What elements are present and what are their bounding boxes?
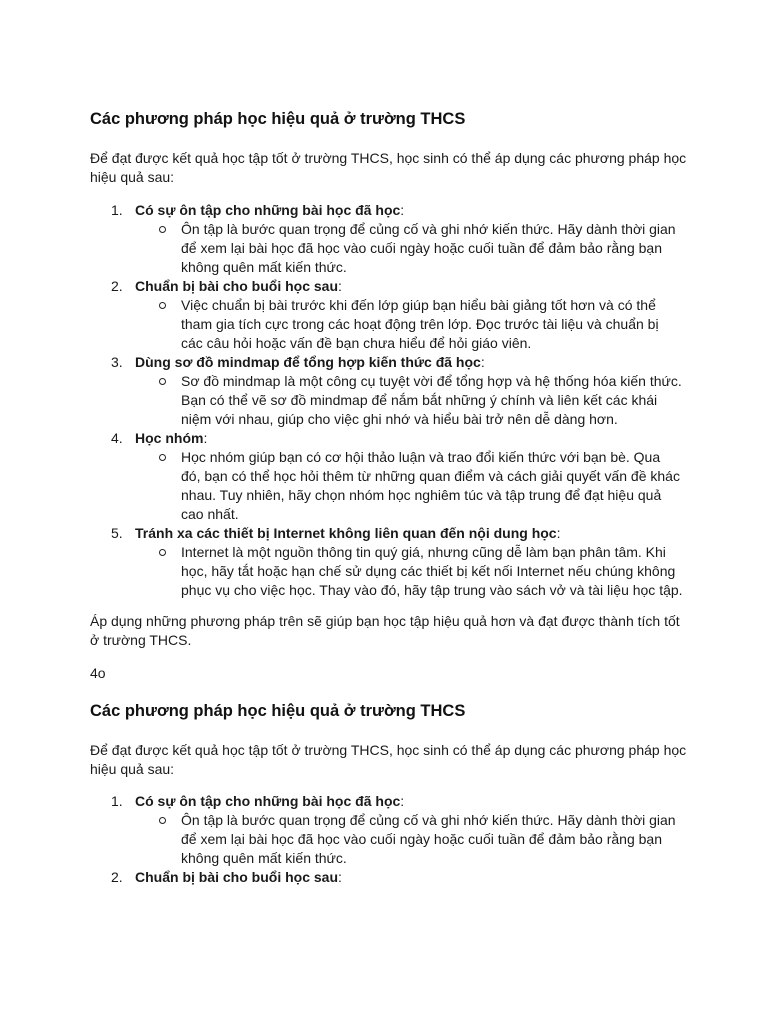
section-heading: Các phương pháp học hiệu quả ở trường THCS (90, 110, 466, 128)
item-number: 1. (111, 793, 123, 809)
circle-bullet-icon (159, 226, 166, 233)
item-description: Học nhóm giúp bạn có cơ hội thảo luận và trao đổi kiến thức với bạn bè. Qua đó, bạn có thể học hỏi thêm từ những quan điểm và cách giải quyết vấn đề khác nhau. Tuy nhiên, hãy chọn nhóm học nghiêm túc và tập trung để đạt hiệu quả cao nhất. (181, 449, 680, 522)
item-title: Tránh xa các thiết bị Internet không liên quan đến nội dung học (135, 525, 557, 541)
item-number: 5. (111, 525, 123, 541)
list-item: 2. Chuẩn bị bài cho buổi học sau: (111, 869, 342, 885)
item-number: 4. (111, 430, 123, 446)
method-list (90, 201, 690, 600)
item-number: 1. (111, 202, 123, 218)
circle-bullet-icon (159, 302, 166, 309)
item-description: Việc chuẩn bị bài trước khi đến lớp giúp bạn hiểu bài giảng tốt hơn và có thể tham gia tích cực trong các hoạt động trên lớp. Đọc trước tài liệu và chuẩn bị các câu hỏi hoặc vấn đề bạn chưa hiểu để hỏi giáo viên. (181, 297, 659, 351)
intro-paragraph: Để đạt được kết quả học tập tốt ở trường THCS, học sinh có thể áp dụng các phương pháp học hiệu quả sau: (90, 150, 687, 185)
item-number: 2. (111, 869, 123, 885)
item-title: Có sự ôn tập cho những bài học đã học (135, 793, 401, 809)
list-item: 3. Dùng sơ đồ mindmap để tổng hợp kiến thức đã học: Sơ đồ mindmap là một công cụ tuyệt vời để tổng hợp và hệ thống hóa kiến thức. Bạn có thể vẽ sơ đồ mindmap để nắm bắt những ý chính và liên kết các khái niệm với nhau, giúp cho việc ghi nhớ và hiểu bài trở nên dễ dàng hơn. (111, 354, 682, 427)
section-heading: Các phương pháp học hiệu quả ở trường THCS (90, 702, 466, 720)
item-title: Chuẩn bị bài cho buổi học sau (135, 278, 339, 294)
circle-bullet-icon (159, 378, 166, 385)
item-description: Ôn tập là bước quan trọng để củng cố và ghi nhớ kiến thức. Hãy dành thời gian để xem lại bài học đã học vào cuối ngày hoặc cuối tuần để đảm bảo rằng bạn không quên mất kiến thức. (181, 221, 676, 275)
circle-bullet-icon (159, 454, 166, 461)
list-item: 2. Chuẩn bị bài cho buổi học sau: Việc chuẩn bị bài trước khi đến lớp giúp bạn hiểu bài giảng tốt hơn và có thể tham gia tích cực trong các hoạt động trên lớp. Đọc trước tài liệu và chuẩn bị các câu hỏi hoặc vấn đề bạn chưa hiểu để hỏi giáo viên. (111, 278, 659, 351)
item-number: 2. (111, 278, 123, 294)
list-item: 1. Có sự ôn tập cho những bài học đã học: Ôn tập là bước quan trọng để củng cố và ghi nhớ kiến thức. Hãy dành thời gian để xem lại bài học đã học vào cuối ngày hoặc cuối tuần để đảm bảo rằng bạn không quên mất kiến thức. (111, 793, 676, 866)
item-description: Internet là một nguồn thông tin quý giá, nhưng cũng dễ làm bạn phân tâm. Khi học, hãy tắt hoặc hạn chế sử dụng các thiết bị kết nối Internet nếu chúng không phục vụ cho việc học. Thay vào đó, hãy tập trung vào sách vở và tài liệu học tập. (181, 544, 683, 598)
circle-bullet-icon (159, 817, 166, 824)
intro-paragraph: Để đạt được kết quả học tập tốt ở trường THCS, học sinh có thể áp dụng các phương pháp học hiệu quả sau: (90, 742, 687, 777)
item-title: Chuẩn bị bài cho buổi học sau (135, 869, 339, 885)
list-item: 5. Tránh xa các thiết bị Internet không liên quan đến nội dung học: Internet là một nguồn thông tin quý giá, nhưng cũng dễ làm bạn phân tâm. Khi học, hãy tắt hoặc hạn chế sử dụng các thiết bị kết nối Internet nếu chúng không phục vụ cho việc học. Thay vào đó, hãy tập trung vào sách vở và tài liệu học tập. (111, 525, 683, 598)
marker-text: 4o (90, 665, 106, 681)
item-title: Dùng sơ đồ mindmap để tổng hợp kiến thức đã học (135, 354, 481, 370)
item-description: Ôn tập là bước quan trọng để củng cố và ghi nhớ kiến thức. Hãy dành thời gian để xem lại bài học đã học vào cuối ngày hoặc cuối tuần để đảm bảo rằng bạn không quên mất kiến thức. (181, 812, 676, 866)
method-list (90, 792, 690, 887)
item-title: Học nhóm (135, 430, 204, 446)
list-item: 4. Học nhóm: Học nhóm giúp bạn có cơ hội thảo luận và trao đổi kiến thức với bạn bè. Qua đó, bạn có thể học hỏi thêm từ những quan điểm và cách giải quyết vấn đề khác nhau. Tuy nhiên, hãy chọn nhóm học nghiêm túc và tập trung để đạt hiệu quả cao nhất. (111, 430, 680, 522)
item-description: Sơ đồ mindmap là một công cụ tuyệt vời để tổng hợp và hệ thống hóa kiến thức. Bạn có thể vẽ sơ đồ mindmap để nắm bắt những ý chính và liên kết các khái niệm với nhau, giúp cho việc ghi nhớ và hiểu bài trở nên dễ dàng hơn. (181, 373, 682, 427)
circle-bullet-icon (159, 549, 166, 556)
item-number: 3. (111, 354, 123, 370)
list-item: 1. Có sự ôn tập cho những bài học đã học: Ôn tập là bước quan trọng để củng cố và ghi nhớ kiến thức. Hãy dành thời gian để xem lại bài học đã học vào cuối ngày hoặc cuối tuần để đảm bảo rằng bạn không quên mất kiến thức. (111, 202, 676, 275)
item-title: Có sự ôn tập cho những bài học đã học (135, 202, 401, 218)
conclusion-paragraph: Áp dụng những phương pháp trên sẽ giúp bạn học tập hiệu quả hơn và đạt được thành tích tốt ở trường THCS. (90, 613, 680, 648)
